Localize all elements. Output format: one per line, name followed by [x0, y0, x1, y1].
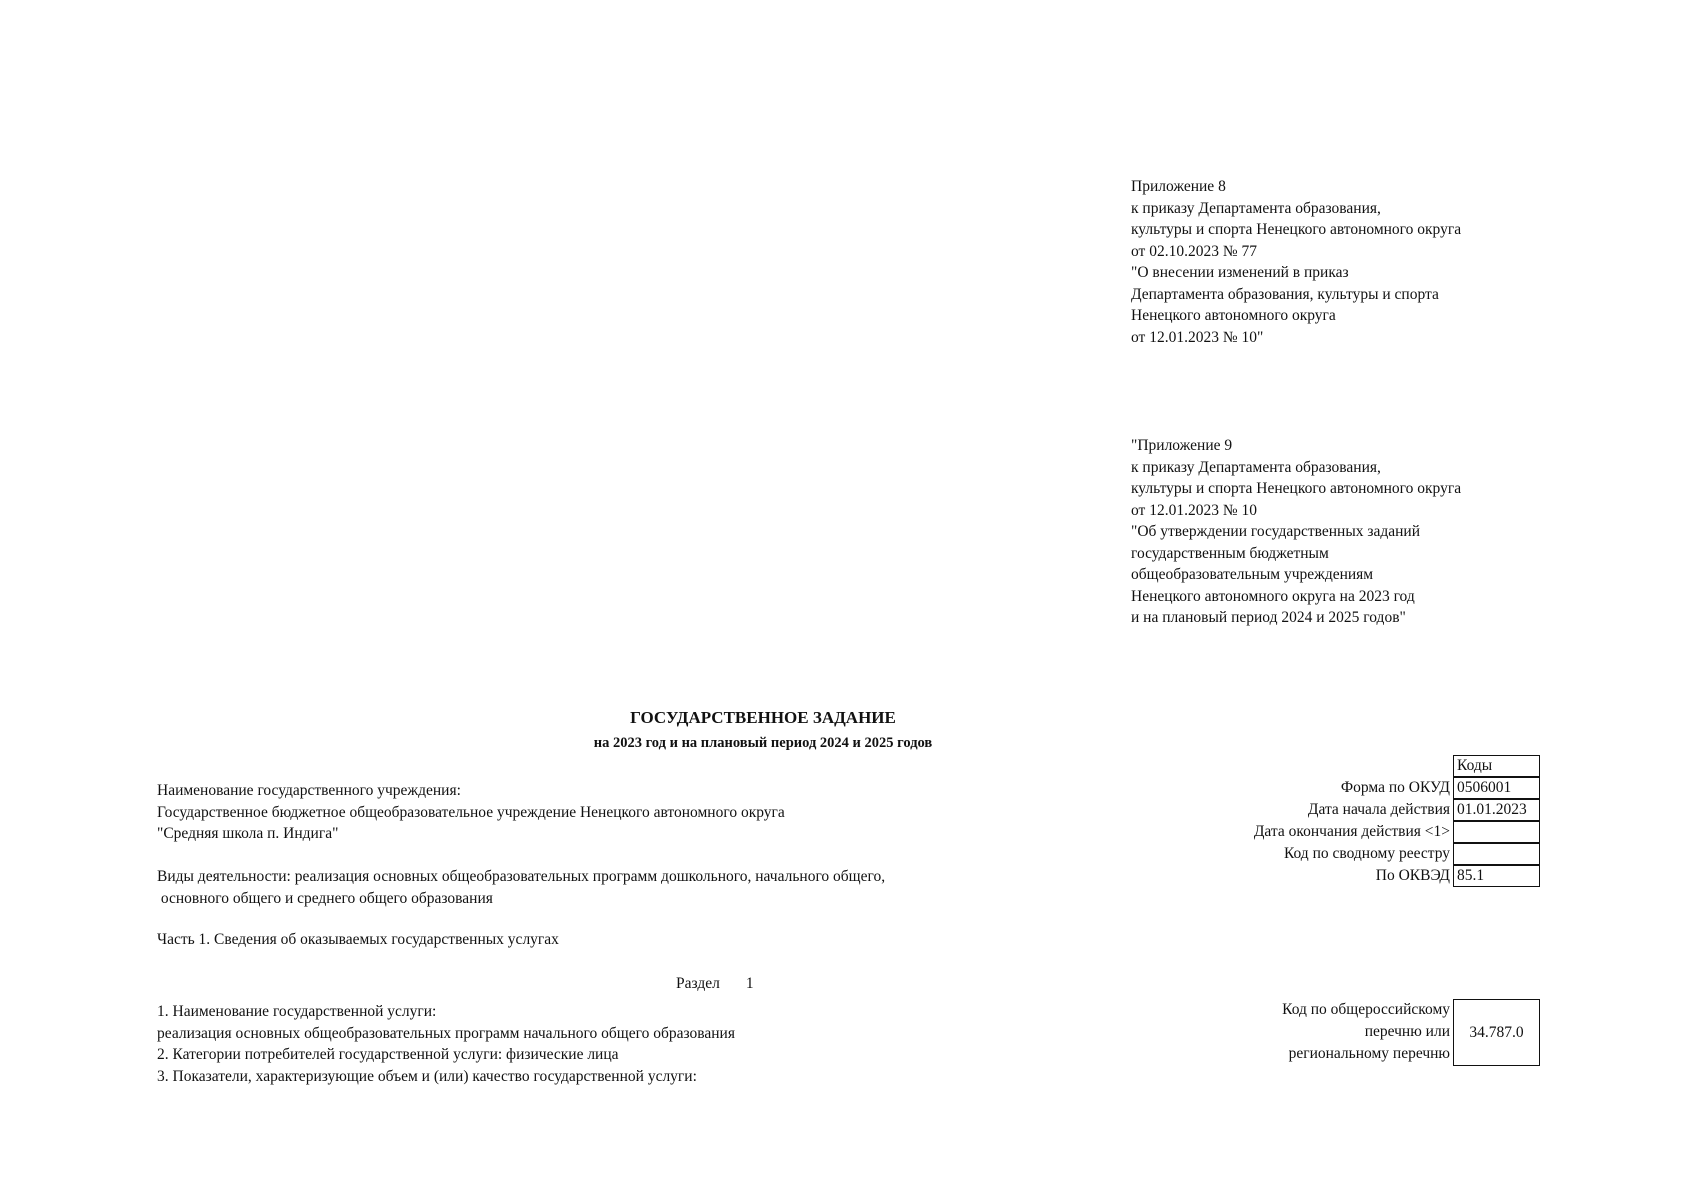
appendix-9-line: и на плановый период 2024 и 2025 годов"	[1131, 609, 1406, 626]
appendix-8-line: "О внесении изменений в приказ	[1131, 264, 1349, 281]
codes-row-value: 01.01.2023	[1453, 799, 1540, 821]
codes-row	[1100, 843, 1450, 865]
registry-code-label-line: перечню или	[1364, 1023, 1450, 1040]
institution-label: Наименование государственного учреждения:	[157, 782, 461, 799]
service-block	[157, 1001, 735, 1087]
appendix-8-line: к приказу Департамента образования,	[1131, 199, 1381, 217]
codes-row	[1100, 821, 1450, 843]
codes-row	[1100, 865, 1450, 887]
appendix-9-line: "Приложение 9	[1131, 437, 1233, 454]
appendix-9-line: государственным бюджетным	[1131, 544, 1329, 562]
appendix-9-line: "Об утверждении государственных заданий	[1131, 523, 1421, 540]
appendix-8-line: культуры и спорта Ненецкого автономного округа	[1131, 221, 1462, 238]
section-number: 1	[745, 975, 754, 992]
registry-code-label	[1150, 999, 1450, 1065]
section-label: Раздел	[676, 975, 720, 992]
appendix-8-line: от 12.01.2023 № 10"	[1131, 328, 1264, 346]
registry-code-label-line: Код по общероссийскому	[1282, 1001, 1450, 1018]
codes-row	[1100, 777, 1450, 799]
appendix-9-line: Ненецкого автономного округа на 2023 год	[1131, 587, 1415, 605]
appendix-9-header	[1131, 435, 1461, 629]
institution-name-cont: "Средняя школа п. Индига"	[157, 825, 339, 842]
codes-row-value: 0506001	[1453, 777, 1540, 799]
service-name-label: 1. Наименование государственной услуги:	[157, 1003, 437, 1020]
appendix-9-line: общеобразовательным учреждениям	[1131, 566, 1374, 583]
appendix-9-line: культуры и спорта Ненецкого автономного округа	[1131, 480, 1462, 497]
document-subtitle: на 2023 год и на плановый период 2024 и 2025 годов	[593, 735, 933, 751]
document-title: ГОСУДАРСТВЕННОЕ ЗАДАНИЕ	[630, 708, 896, 727]
activities-block	[157, 866, 885, 909]
codes-row-label: Код по сводному реестру	[1283, 845, 1450, 862]
appendix-8-line: Ненецкого автономного округа	[1131, 307, 1336, 324]
part-1-heading: Часть 1. Сведения об оказываемых государственных услугах	[157, 931, 559, 948]
codes-row-label: Дата окончания действия <1>	[1253, 823, 1450, 840]
codes-row-value	[1453, 843, 1540, 865]
appendix-8-line: Департамента образования, культуры и спорта	[1131, 285, 1439, 303]
registry-code-value: 34.787.0	[1453, 999, 1540, 1066]
codes-row-label: По ОКВЭД	[1375, 867, 1450, 884]
service-consumers: 2. Категории потребителей государственной услуги: физические лица	[157, 1046, 619, 1063]
registry-code-label-line: региональному перечню	[1288, 1045, 1450, 1062]
codes-row	[1100, 799, 1450, 821]
codes-row-label: Дата начала действия	[1307, 801, 1450, 818]
service-indicators: 3. Показатели, характеризующие объем и (или) качество государственной услуги:	[157, 1067, 697, 1085]
institution-name: Государственное бюджетное общеобразовательное учреждение Ненецкого автономного округа	[157, 803, 785, 821]
codes-row-value: 85.1	[1453, 865, 1540, 887]
codes-row-label: Форма по ОКУД	[1340, 779, 1450, 796]
appendix-8-line: от 02.10.2023 № 77	[1131, 242, 1257, 260]
appendix-9-line: к приказу Департамента образования,	[1131, 458, 1381, 476]
appendix-8-line: Приложение 8	[1131, 178, 1226, 195]
codes-header: Коды	[1453, 755, 1540, 777]
appendix-8-header	[1131, 176, 1461, 348]
appendix-9-line: от 12.01.2023 № 10	[1131, 501, 1257, 519]
codes-row-value	[1453, 821, 1540, 843]
service-name: реализация основных общеобразовательных программ начального общего образования	[157, 1024, 735, 1042]
activities-line: основного общего и среднего общего образования	[157, 889, 493, 907]
activities-line: Виды деятельности: реализация основных общеобразовательных программ дошкольного, начального общего,	[157, 868, 886, 885]
section-heading	[676, 975, 780, 993]
institution-block	[157, 780, 785, 845]
